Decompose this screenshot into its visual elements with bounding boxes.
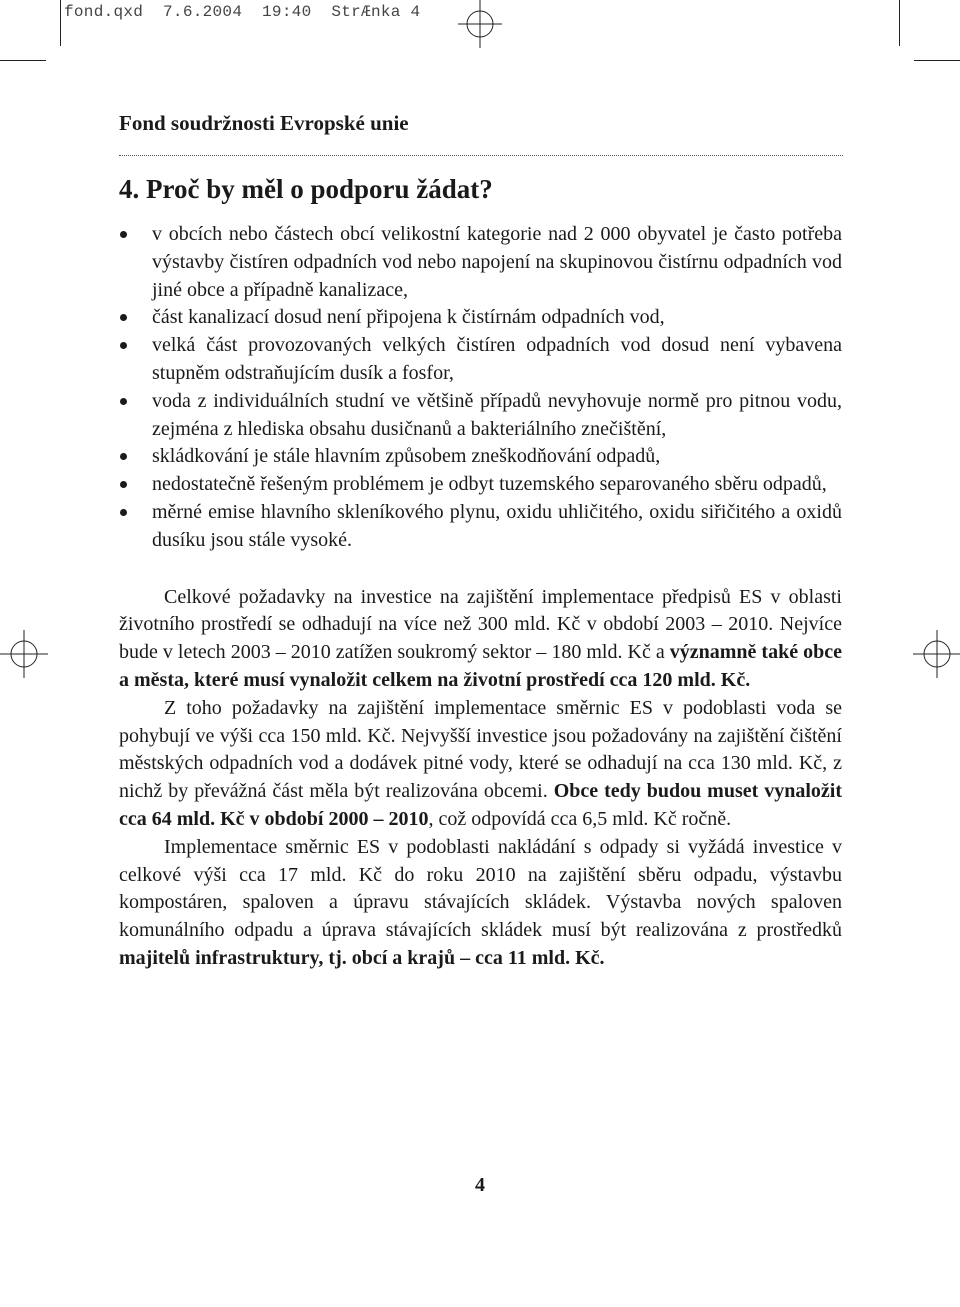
page-number: 4 (475, 1174, 485, 1196)
registration-mark-top-icon (455, 0, 505, 50)
bullet-item: velká část provozovaných velkých čistíren odpadních vod dosud není vybavena stupněm odstraňujícím dusík a fosfor, (119, 332, 842, 388)
bullet-item: měrné emise hlavního skleníkového plynu, oxidu uhličitého, oxidu siřičitého a oxidů dusíku jsou stále vysoké. (119, 499, 842, 555)
registration-mark-left-icon (0, 628, 52, 680)
paragraph-text: Celkové požadavky na investice na zajištění implementace předpisů ES v oblasti životního prostředí se odhadují na více než 300 mld. Kč v období 2003 – 2010. Nejvíce bude v letech 2003 – 2010 zatížen soukromý sektor – 180 mld. Kč a (119, 585, 842, 664)
crop-mark-top-left-vertical (60, 0, 61, 46)
paragraph-text: , což odpovídá cca 6,5 mld. Kč ročně. (428, 807, 732, 830)
paragraph-waste (119, 834, 842, 973)
paragraph-emphasis: Obce tedy budou muset vynaložit cca 64 mld. Kč v období 2000 – 2010 (119, 780, 842, 830)
print-slug: fond.qxd 7.6.2004 19:40 StrÆnka 4 (64, 3, 421, 21)
bullet-list (119, 221, 842, 555)
paragraph-water (119, 695, 842, 834)
paragraphs (119, 584, 842, 973)
paragraph-text: Implementace směrnic ES v podoblasti nakládání s odpady si vyžádá investice v celkové výši cca 17 mld. Kč do roku 2010 na zajištění sběru odpadu, výstavbu kompostáren, spaloven a úpravu stávajících skládek. Výstavba nových spaloven komunálního odpadu a úprava stávajících skládek musí být realizována z prostředků (119, 835, 842, 942)
bullet-item: voda z individuálních studní ve většině případů nevyhovuje normě pro pitnou vodu, zejména z hlediska obsahu dusičnanů a bakteriálního znečištění, (119, 388, 842, 444)
bullet-item: skládkování je stále hlavním způsobem zneškodňování odpadů, (119, 443, 842, 471)
header-title: Fond soudržnosti Evropské unie (119, 111, 409, 135)
crop-mark-top-right-horizontal (914, 60, 960, 61)
body-content (119, 221, 842, 973)
bullet-item: část kanalizací dosud není připojena k čistírnám odpadních vod, (119, 304, 842, 332)
registration-mark-right-icon (910, 628, 960, 680)
crop-mark-top-left-horizontal (0, 60, 46, 61)
paragraph-investments (119, 584, 842, 695)
section-title: 4. Proč by měl o podporu žádat? (119, 174, 493, 204)
header-divider (119, 155, 843, 156)
paragraph-text: Z toho požadavky na zajištění implementace směrnic ES v podoblasti voda se pohybují ve výši cca 150 mld. Kč. Nejvyšší investice jsou požadovány na zajištění čištění městských odpadních vod a dodávek pitné vody, které se odhadují na cca 130 mld. Kč, z nichž by převážná část měla být realizována obcemi. (119, 696, 842, 803)
crop-mark-top-right-vertical (899, 0, 900, 46)
paragraph-emphasis: majitelů infrastruktury, tj. obcí a krajů – cca 11 mld. Kč. (119, 946, 605, 969)
bullet-item: v obcích nebo částech obcí velikostní kategorie nad 2 000 obyvatel je často potřeba výstavby čistíren odpadních vod nebo napojení na skupinovou čistírnu odpadních vod jiné obce a případně kanalizace, (119, 221, 842, 304)
bullet-item: nedostatečně řešeným problémem je odbyt tuzemského separovaného sběru odpadů, (119, 471, 842, 499)
paragraph-emphasis: významně také obce a města, které musí vynaložit celkem na životní prostředí cca 120 mld. Kč. (119, 641, 842, 691)
